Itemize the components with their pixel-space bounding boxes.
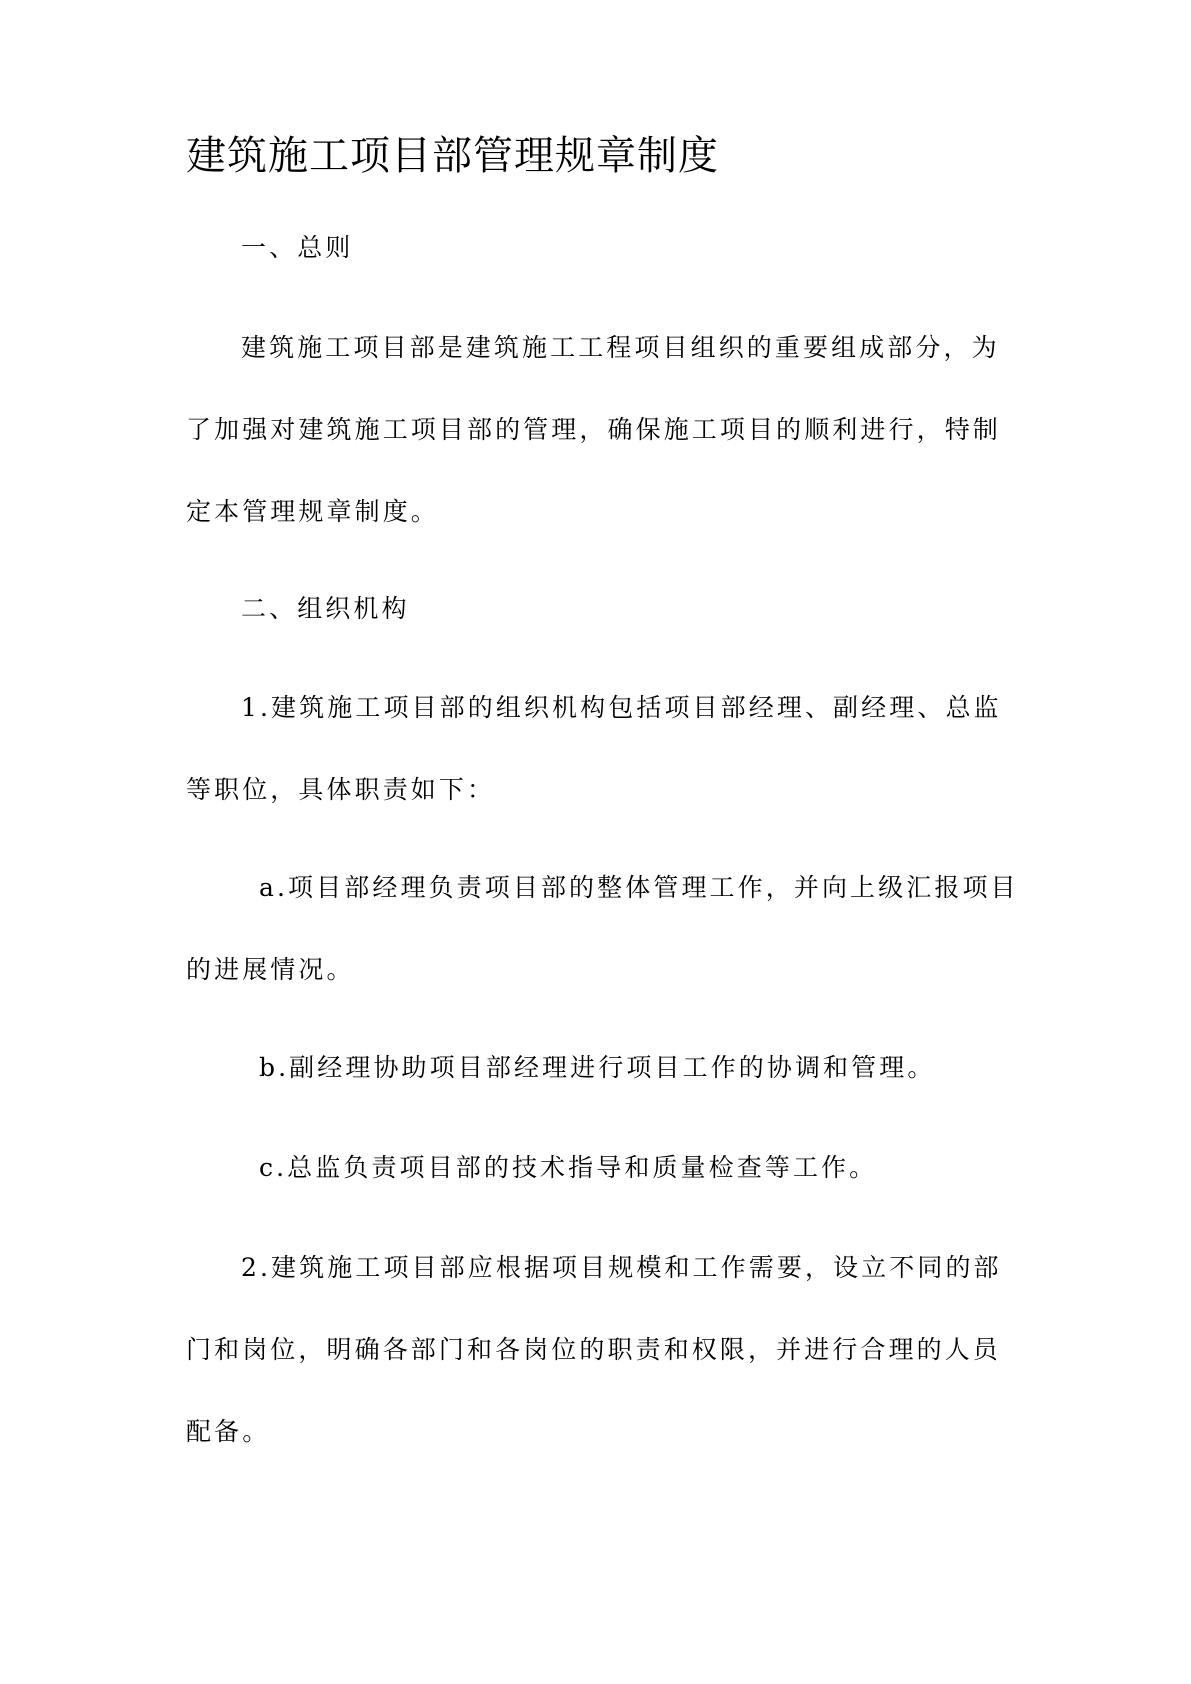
section-heading-general: 一、总则 (241, 233, 354, 262)
list-item-line: 的进展情况。 (186, 955, 355, 984)
list-item-line: a.项目部经理负责项目部的整体管理工作，并向上级汇报项目 (259, 873, 1019, 902)
paragraph-line: 定本管理规章制度。 (186, 497, 439, 526)
list-item-line: c.总监负责项目部的技术指导和质量检查等工作。 (259, 1153, 878, 1182)
paragraph-line: 1.建筑施工项目部的组织机构包括项目部经理、副经理、总监 (241, 693, 1002, 722)
paragraph-line: 2.建筑施工项目部应根据项目规模和工作需要，设立不同的部 (241, 1253, 1002, 1282)
list-item-line: b.副经理协助项目部经理进行项目工作的协调和管理。 (259, 1053, 936, 1082)
paragraph-line: 等职位，具体职责如下： (186, 775, 496, 804)
section-heading-organization: 二、组织机构 (241, 594, 410, 623)
paragraph-line: 建筑施工项目部是建筑施工工程项目组织的重要组成部分，为 (241, 333, 1000, 362)
document-title: 建筑施工项目部管理规章制度 (186, 133, 719, 179)
paragraph-line: 配备。 (186, 1417, 271, 1446)
paragraph-line: 门和岗位，明确各部门和各岗位的职责和权限，并进行合理的人员 (186, 1335, 1001, 1364)
paragraph-line: 了加强对建筑施工项目部的管理，确保施工项目的顺利进行，特制 (186, 415, 1001, 444)
